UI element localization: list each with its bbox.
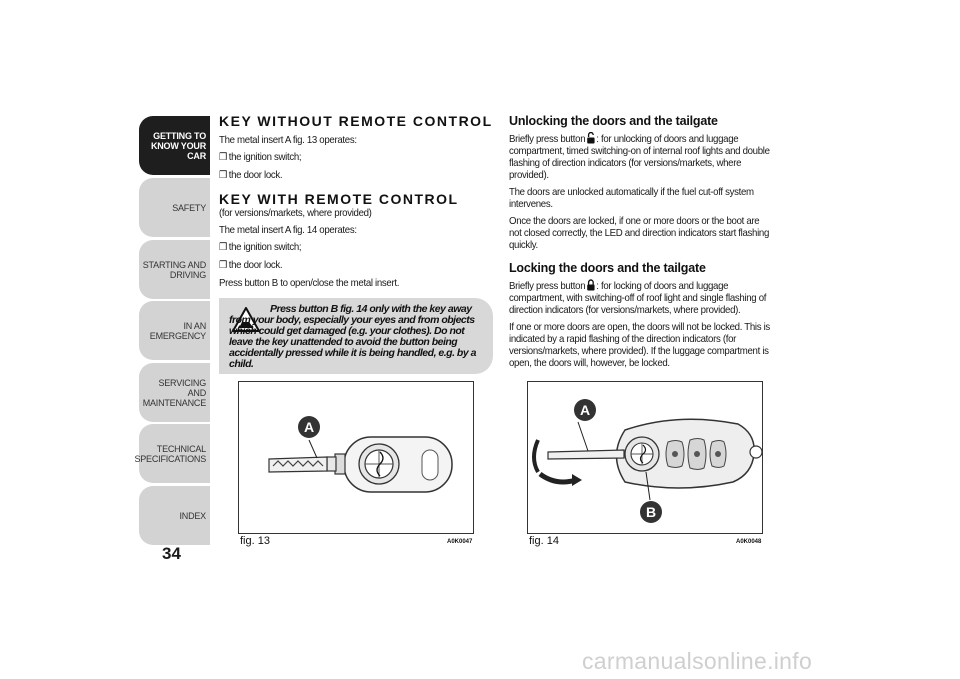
warning-box [219, 298, 493, 374]
heading-unlocking: Unlocking the doors and the tailgate [509, 114, 718, 128]
heading-key-with-remote: KEY WITH REMOTE CONTROL [219, 191, 459, 207]
figure-13-caption: fig. 13 [240, 535, 270, 547]
watermark: carmanualsonline.info [582, 648, 813, 674]
bullet-icon: ❒ [219, 170, 227, 181]
bullet-icon: ❒ [219, 242, 227, 253]
paragraph: Press button B to open/close the metal insert. [219, 277, 400, 289]
heading-key-without-remote: KEY WITHOUT REMOTE CONTROL [219, 113, 493, 129]
tab-safety[interactable]: SAFETY [139, 178, 210, 237]
key-without-remote-illustration [239, 382, 473, 533]
tab-servicing-and-maintenance[interactable]: SERVICING AND MAINTENANCE [139, 363, 210, 422]
paragraph: The doors are unlocked automatically if the fuel cut-off system intervenes. [509, 186, 754, 210]
bullet-icon: ❒ [219, 260, 227, 271]
figure-13-code: A0K0047 [447, 539, 473, 545]
unlock-icon [586, 132, 595, 144]
heading-locking: Locking the doors and the tailgate [509, 261, 706, 275]
paragraph: Briefly press button : for locking of doors and luggage compartment, with switching-off of roof light and single flashing of direction indicators (for versions/markets, where provided). [509, 280, 767, 316]
bullet-icon: ❒ [219, 152, 227, 163]
list-item: ❒ the door lock. [219, 169, 283, 181]
right-column [509, 113, 774, 374]
paragraph: The metal insert A fig. 13 operates: [219, 134, 357, 146]
list-item: ❒ the ignition switch; [219, 241, 302, 253]
figure-14 [527, 381, 763, 534]
figure-14-caption: fig. 14 [529, 535, 559, 547]
page-number: 34 [162, 544, 181, 563]
label-b: B [645, 504, 657, 520]
paragraph: Once the doors are locked, if one or more doors or the boot are not closed correctly, the LED and direction indicators start flashing quickly. [509, 215, 770, 251]
tab-in-an-emergency[interactable]: IN AN EMERGENCY [139, 301, 210, 360]
figure-14-code: A0K0048 [736, 539, 762, 545]
tab-index[interactable]: INDEX [139, 486, 210, 545]
paragraph: If one or more doors are open, the doors will not be locked. This is indicated by a rapid flashing of the direction indicators (for versions/markets, where provided). If the luggage compartment is open, the doors will, however, be locked. [509, 321, 770, 369]
lock-icon [586, 279, 595, 291]
tab-starting-and-driving[interactable]: STARTING AND DRIVING [139, 240, 210, 299]
paragraph: (for versions/markets, where provided) [219, 207, 372, 219]
tab-getting-to-know-your-car[interactable]: GETTING TO KNOW YOUR CAR [139, 116, 210, 175]
warning-text: Press button B fig. 14 only with the key away from your body, especially your eyes and from objects which could get damaged (e.g. your clothes). Do not leave the key unattended to avoid the button being accidentally pressed while it is being handled, e.g. by a child. [229, 303, 476, 370]
left-column [219, 113, 494, 294]
figure-13 [238, 381, 474, 534]
paragraph: Briefly press button : for unlocking of doors and luggage compartment, timed switching-on of internal roof lights and double flashing of direction indicators (for versions/markets, where provided). [509, 133, 770, 181]
label-a: A [303, 419, 315, 435]
label-a: A [579, 402, 591, 418]
list-item: ❒ the ignition switch; [219, 151, 302, 163]
list-item: ❒ the door lock. [219, 259, 283, 271]
key-with-remote-illustration [528, 382, 762, 533]
tab-technical-specifications[interactable]: TECHNICAL SPECIFICATIONS [139, 424, 210, 483]
paragraph: The metal insert A fig. 14 operates: [219, 224, 357, 236]
